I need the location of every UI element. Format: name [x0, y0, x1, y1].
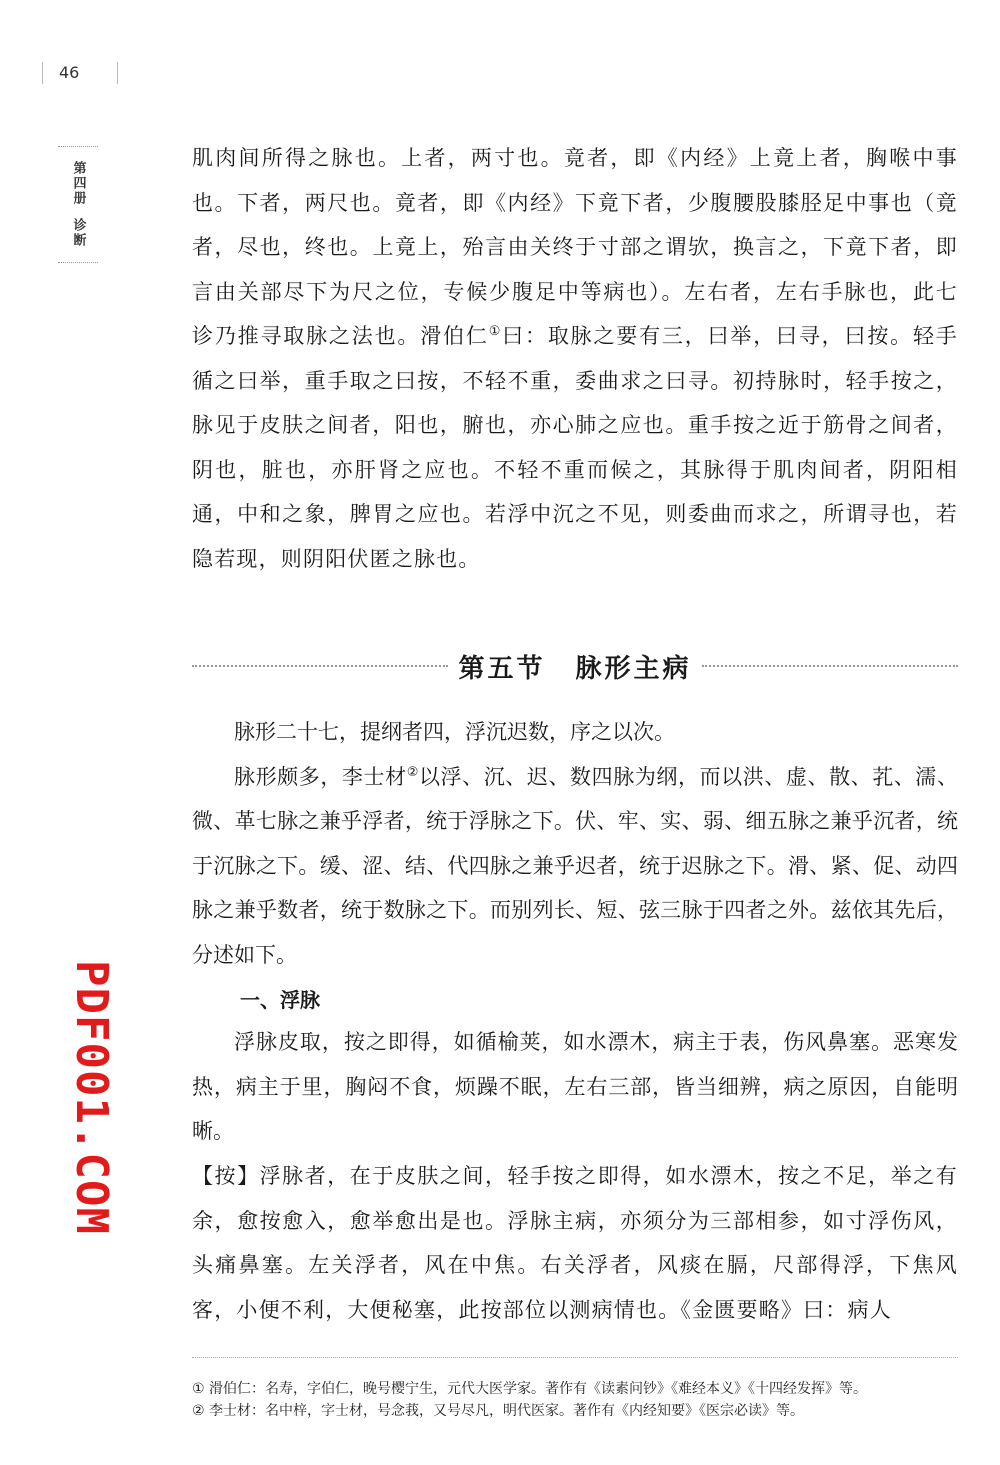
note-block	[192, 1154, 958, 1332]
subheading-fu-pulse: 一、浮脉	[240, 988, 320, 1012]
section-title	[448, 648, 701, 685]
heading-dots-right	[702, 665, 958, 667]
section-heading	[192, 640, 958, 692]
footnote-mark-2: ②	[406, 764, 419, 780]
paragraph-1-text: 肌肉间所得之脉也。上者，两寸也。竟者，即《内经》上竟上者，胸喉中事也。下者，两尺也。竟者，即《内经》下竟下者，少腹腰股膝胫足中事也（竟者，尽也，终也。上竟上，殆言由关终于寸部之谓欤，换言之，下竟下者，即言由关部尽下为尺之位，专候少腹足中等病也）。左右者，左右手脉也，此七诊乃推寻取脉之法也。滑伯仁	[192, 146, 958, 348]
paragraph-continuation	[192, 136, 958, 581]
volume-label: 第四册	[70, 161, 86, 206]
footnote-2: ② 李士材：名中梓，字士材，号念莪，又号尽凡，明代医家。著作有《内经知要》《医宗必读》等。	[192, 1403, 804, 1419]
heading-dots-left	[192, 665, 448, 667]
watermark	[65, 960, 117, 1235]
footnote-1: ① 滑伯仁：名寿，字伯仁，晚号樱宁生，元代大医学家。著作有《读素问钞》《难经本义》《十四经发挥》等。	[192, 1381, 867, 1397]
intro-block	[192, 710, 958, 977]
note-label: 【按】	[192, 1164, 260, 1188]
detail-text-a: 脉形颇多，李士材	[234, 764, 407, 789]
footnotes	[192, 1378, 962, 1422]
section-label: 诊断	[70, 218, 86, 248]
section-name: 脉形主病	[575, 653, 692, 684]
side-tab	[58, 146, 98, 263]
note-paragraph	[192, 1154, 958, 1332]
fu-pulse-block	[192, 1020, 958, 1154]
section-number: 第五节	[458, 653, 546, 684]
watermark-text: PDF001.COM	[65, 960, 117, 1235]
page-number-bar	[42, 62, 118, 84]
detail-text-b: 以浮、沉、迟、数四脉为纲，而以洪、虚、散、芤、濡、微、革七脉之兼乎浮者，统于浮脉之下。伏、牢、实、弱、细五脉之兼乎沉者，统于沉脉之下。缓、涩、结、代四脉之兼乎迟者，统于迟脉之下。滑、紧、促、动四脉之兼乎数者，统于数脉之下。而别列长、短、弦三脉于四者之外。兹依其先后，分述如下。	[192, 764, 959, 967]
footnote-separator	[192, 1357, 958, 1358]
footnote-mark-1: ①	[488, 324, 503, 339]
intro-paragraph: 脉形二十七，提纲者四，浮沉迟数，序之以次。	[234, 720, 675, 744]
page-number: 46	[59, 63, 80, 82]
fu-pulse-paragraph: 浮脉皮取，按之即得，如循榆荚，如水漂木，病主于表，伤风鼻塞。恶寒发热，病主于里，胸闷不食，烦躁不眠，左右三部，皆当细辨，病之原因，自能明晰。	[192, 1030, 958, 1143]
paragraph-1-text-cont: 曰：取脉之要有三，曰举，曰寻，曰按。轻手循之曰举，重手取之曰按，不轻不重，委曲求之曰寻。初持脉时，轻手按之，脉见于皮肤之间者，阳也，腑也，亦心肺之应也。重手按之近于筋骨之间者，阴也，脏也，亦肝肾之应也。不轻不重而候之，其脉得于肌肉间者，阴阳相通，中和之象，脾胃之应也。若浮中沉之不见，则委曲而求之，所谓寻也，若隐若现，则阴阳伏匿之脉也。	[192, 324, 958, 571]
note-text: 浮脉者，在于皮肤之间，轻手按之即得，如水漂木，按之不足，举之有余，愈按愈入，愈举愈出是也。浮脉主病，亦须分为三部相参，如寸浮伤风，头痛鼻塞。左关浮者，风在中焦。右关浮者，风痰在膈，尺部得浮，下焦风客，小便不利，大便秘塞，此按部位以测病情也。《金匮要略》曰：病人	[192, 1164, 958, 1322]
detail-paragraph	[192, 755, 958, 978]
